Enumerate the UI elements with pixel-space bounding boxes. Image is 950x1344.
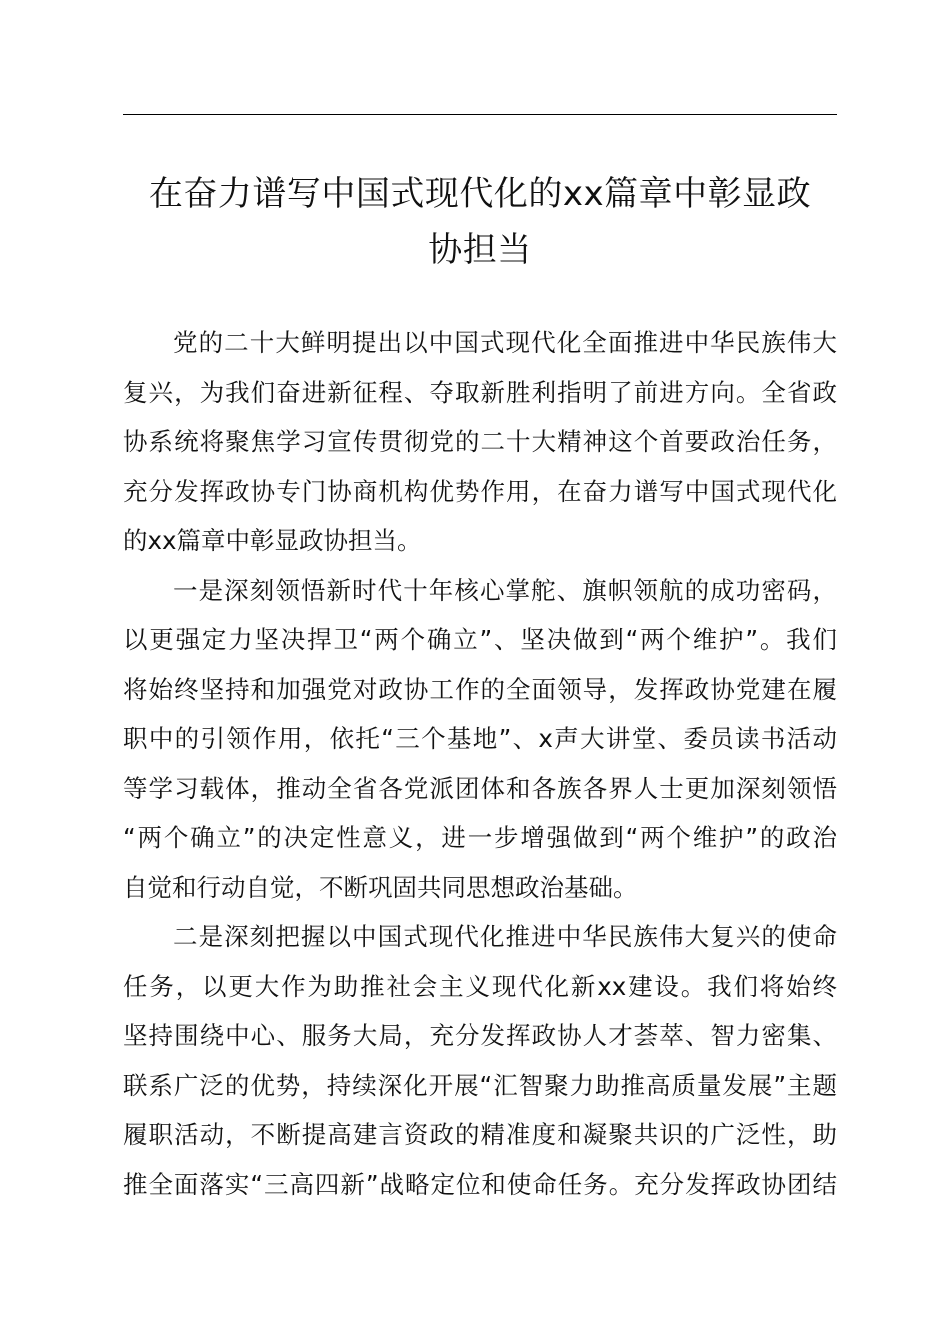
paragraph-line: 联系广泛的优势，持续深化开展“汇智聚力助推高质量发展”主题: [123, 1070, 837, 1100]
document-title: [123, 166, 837, 278]
paragraph-line: 职中的引领作用，依托“三个基地”、x声大讲堂、委员读书活动: [123, 724, 837, 753]
header-rule: [123, 114, 837, 115]
paragraph-3: [123, 912, 837, 1209]
paragraph-line: “两个确立”的决定性意义，进一步增强做到“两个维护”的政治: [123, 823, 837, 852]
paragraph-line: 二是深刻把握以中国式现代化推进中华民族伟大复兴的使命: [173, 922, 837, 951]
paragraph-line: 一是深刻领悟新时代十年核心掌舵、旗帜领航的成功密码，: [173, 575, 837, 605]
title-line-2: 协担当: [428, 230, 532, 270]
paragraph-line: 任务，以更大作为助推社会主义现代化新xx建设。我们将始终: [123, 971, 837, 1001]
paragraph-line: 等学习载体，推动全省各党派团体和各族各界人士更加深刻领悟: [123, 773, 837, 803]
paragraph-1: [123, 318, 837, 566]
paragraph-line: 的xx篇章中彰显政协担当。: [123, 526, 422, 555]
paragraph-line: 履职活动，不断提高建言资政的精准度和凝聚共识的广泛性，助: [123, 1120, 837, 1149]
paragraph-2: [123, 566, 837, 913]
title-line-1: 在奋力谱写中国式现代化的xx篇章中彰显政: [148, 174, 812, 214]
paragraph-line: 将始终坚持和加强党对政协工作的全面领导，发挥政协党建在履: [123, 674, 837, 704]
paragraph-line: 推全面落实“三高四新”战略定位和使命任务。充分发挥政协团结: [123, 1169, 837, 1199]
paragraph-line: 以更强定力坚决捍卫“两个确立”、坚决做到“两个维护”。我们: [123, 625, 837, 654]
paragraph-line: 自觉和行动自觉，不断巩固共同思想政治基础。: [123, 872, 638, 902]
paragraph-line: 充分发挥政协专门协商机构优势作用，在奋力谱写中国式现代化: [123, 476, 837, 506]
paragraph-line: 坚持围绕中心、服务大局，充分发挥政协人才荟萃、智力密集、: [123, 1021, 837, 1050]
paragraph-line: 党的二十大鲜明提出以中国式现代化全面推进中华民族伟大: [173, 328, 837, 357]
paragraph-line: 复兴，为我们奋进新征程、夺取新胜利指明了前进方向。全省政: [123, 377, 837, 407]
paragraph-line: 协系统将聚焦学习宣传贯彻党的二十大精神这个首要政治任务，: [123, 427, 837, 456]
document-body: [123, 318, 837, 1209]
